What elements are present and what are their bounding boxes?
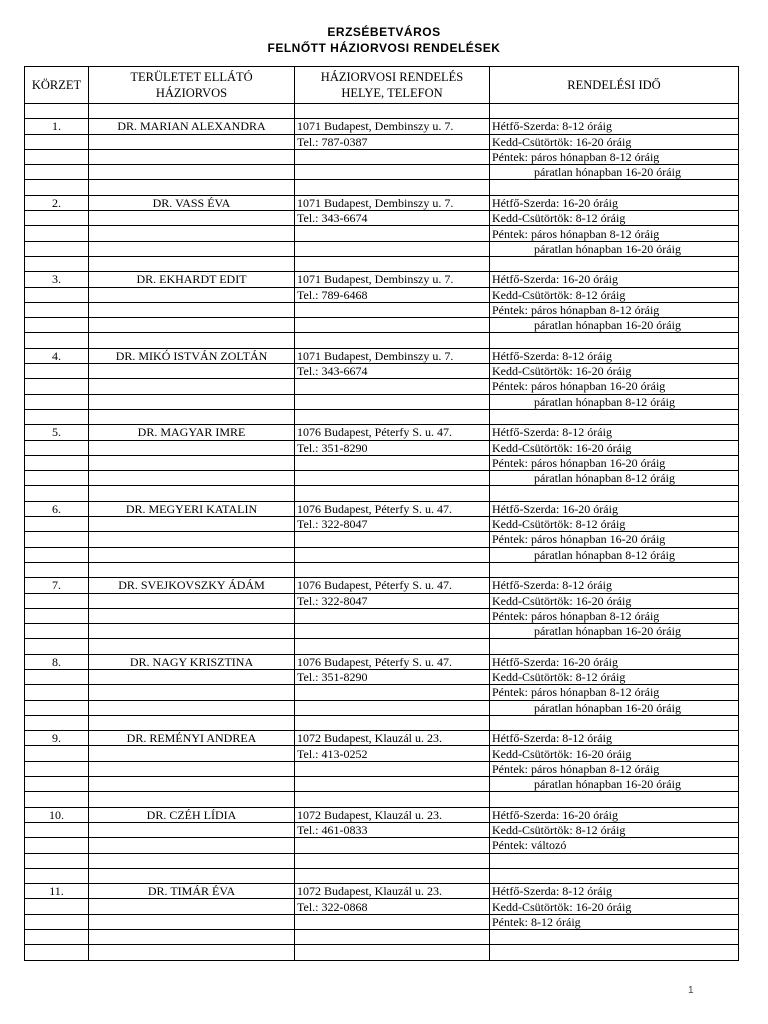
empty-cell xyxy=(25,822,89,837)
office-hours: páratlan hónapban 8-12 óráig xyxy=(490,394,739,409)
empty-cell xyxy=(89,792,295,807)
table-row xyxy=(25,149,739,164)
empty-cell xyxy=(89,394,295,409)
office-hours: Kedd-Csütörtök: 8-12 óráig xyxy=(490,669,739,684)
empty-cell xyxy=(89,440,295,455)
empty-cell xyxy=(89,379,295,394)
empty-cell xyxy=(295,930,490,945)
spacer-row xyxy=(25,180,739,195)
empty-cell xyxy=(295,792,490,807)
empty-cell xyxy=(89,685,295,700)
table-row xyxy=(25,195,739,210)
empty-cell xyxy=(89,930,295,945)
empty-cell xyxy=(295,562,490,577)
empty-cell xyxy=(25,532,89,547)
empty-cell xyxy=(295,226,490,241)
empty-cell xyxy=(89,868,295,883)
empty-cell xyxy=(89,302,295,317)
table-row xyxy=(25,134,739,149)
table-row xyxy=(25,226,739,241)
empty-cell xyxy=(490,256,739,271)
office-address: 1072 Budapest, Klauzál u. 23. xyxy=(295,731,490,746)
empty-cell xyxy=(89,165,295,180)
empty-cell xyxy=(25,746,89,761)
office-hours: Péntek: páros hónapban 8-12 óráig xyxy=(490,608,739,623)
empty-cell xyxy=(25,685,89,700)
doctor-name: DR. TIMÁR ÉVA xyxy=(89,884,295,899)
header-doctor: TERÜLETET ELLÁTÓ HÁZIORVOS xyxy=(89,67,295,104)
spacer-row xyxy=(25,868,739,883)
spacer-row xyxy=(25,256,739,271)
office-address: 1076 Budapest, Péterfy S. u. 47. xyxy=(295,425,490,440)
empty-cell xyxy=(89,899,295,914)
spacer-row xyxy=(25,945,739,960)
doctor-name: DR. MEGYERI KATALIN xyxy=(89,501,295,516)
empty-cell xyxy=(89,838,295,853)
table-row xyxy=(25,364,739,379)
office-phone: Tel.: 351-8290 xyxy=(295,669,490,684)
empty-cell xyxy=(295,318,490,333)
empty-cell xyxy=(89,486,295,501)
table-row xyxy=(25,471,739,486)
office-hours: Péntek: páros hónapban 8-12 óráig xyxy=(490,761,739,776)
office-hours: Hétfő-Szerda: 16-20 óráig xyxy=(490,807,739,822)
table-row xyxy=(25,455,739,470)
empty-cell xyxy=(295,394,490,409)
office-hours: Kedd-Csütörtök: 8-12 óráig xyxy=(490,287,739,302)
empty-cell xyxy=(89,180,295,195)
empty-cell xyxy=(490,409,739,424)
empty-cell xyxy=(89,593,295,608)
district-number: 2. xyxy=(25,195,89,210)
empty-cell xyxy=(25,914,89,929)
empty-cell xyxy=(89,700,295,715)
table-row xyxy=(25,593,739,608)
office-hours: Kedd-Csütörtök: 8-12 óráig xyxy=(490,517,739,532)
table-row xyxy=(25,853,739,868)
empty-cell xyxy=(25,256,89,271)
office-hours: páratlan hónapban 16-20 óráig xyxy=(490,777,739,792)
office-hours: Hétfő-Szerda: 8-12 óráig xyxy=(490,578,739,593)
empty-cell xyxy=(89,562,295,577)
empty-cell xyxy=(490,945,739,960)
empty-cell xyxy=(25,777,89,792)
empty-cell xyxy=(295,256,490,271)
office-hours: Hétfő-Szerda: 16-20 óráig xyxy=(490,195,739,210)
empty-cell xyxy=(295,333,490,348)
empty-cell xyxy=(25,180,89,195)
office-address: 1076 Budapest, Péterfy S. u. 47. xyxy=(295,578,490,593)
empty-cell xyxy=(25,792,89,807)
district-number: 9. xyxy=(25,731,89,746)
empty-cell xyxy=(295,471,490,486)
empty-cell xyxy=(490,104,739,119)
empty-cell xyxy=(490,639,739,654)
district-number: 10. xyxy=(25,807,89,822)
doctor-name: DR. SVEJKOVSZKY ÁDÁM xyxy=(89,578,295,593)
office-hours: Péntek: páros hónapban 8-12 óráig xyxy=(490,302,739,317)
empty-cell xyxy=(295,624,490,639)
empty-cell xyxy=(25,302,89,317)
spacer-row xyxy=(25,333,739,348)
empty-cell xyxy=(89,777,295,792)
header-place: HÁZIORVOSI RENDELÉS HELYE, TELEFON xyxy=(295,67,490,104)
empty-cell xyxy=(25,165,89,180)
doctor-name: DR. MIKÓ ISTVÁN ZOLTÁN xyxy=(89,348,295,363)
table-row xyxy=(25,578,739,593)
office-phone: Tel.: 789-6468 xyxy=(295,287,490,302)
spacer-row xyxy=(25,639,739,654)
empty-cell xyxy=(490,930,739,945)
empty-cell xyxy=(25,409,89,424)
district-number: 4. xyxy=(25,348,89,363)
empty-cell xyxy=(89,287,295,302)
empty-cell xyxy=(25,226,89,241)
table-row xyxy=(25,654,739,669)
empty-cell xyxy=(25,700,89,715)
spacer-row xyxy=(25,715,739,730)
empty-cell xyxy=(89,134,295,149)
office-address: 1072 Budapest, Klauzál u. 23. xyxy=(295,884,490,899)
empty-cell xyxy=(25,364,89,379)
empty-cell xyxy=(89,715,295,730)
empty-cell xyxy=(295,455,490,470)
office-address: 1076 Budapest, Péterfy S. u. 47. xyxy=(295,501,490,516)
table-row xyxy=(25,822,739,837)
office-hours: Kedd-Csütörtök: 8-12 óráig xyxy=(490,822,739,837)
office-hours: Kedd-Csütörtök: 16-20 óráig xyxy=(490,899,739,914)
empty-cell xyxy=(25,899,89,914)
office-hours: Péntek: páros hónapban 16-20 óráig xyxy=(490,379,739,394)
empty-cell xyxy=(490,792,739,807)
office-hours: Péntek: változó xyxy=(490,838,739,853)
empty-cell xyxy=(25,455,89,470)
table-row xyxy=(25,930,739,945)
empty-cell xyxy=(89,746,295,761)
table-row xyxy=(25,884,739,899)
table-row xyxy=(25,899,739,914)
district-number: 7. xyxy=(25,578,89,593)
empty-cell xyxy=(89,822,295,837)
empty-cell xyxy=(25,149,89,164)
empty-cell xyxy=(89,211,295,226)
empty-cell xyxy=(89,333,295,348)
office-hours: Hétfő-Szerda: 8-12 óráig xyxy=(490,119,739,134)
office-hours: Kedd-Csütörtök: 16-20 óráig xyxy=(490,746,739,761)
table-row xyxy=(25,272,739,287)
office-phone: Tel.: 413-0252 xyxy=(295,746,490,761)
spacer-row xyxy=(25,409,739,424)
table-row xyxy=(25,608,739,623)
empty-cell xyxy=(89,669,295,684)
doctor-name: DR. REMÉNYI ANDREA xyxy=(89,731,295,746)
district-number: 5. xyxy=(25,425,89,440)
empty-cell xyxy=(295,685,490,700)
office-hours: Hétfő-Szerda: 8-12 óráig xyxy=(490,425,739,440)
spacer-row xyxy=(25,486,739,501)
table-row xyxy=(25,547,739,562)
table-row xyxy=(25,348,739,363)
document-subtitle: FELNŐTT HÁZIORVOSI RENDELÉSEK xyxy=(267,41,501,55)
empty-cell xyxy=(89,624,295,639)
empty-cell xyxy=(25,715,89,730)
empty-cell xyxy=(295,180,490,195)
district-number: 1. xyxy=(25,119,89,134)
empty-cell xyxy=(89,547,295,562)
empty-cell xyxy=(25,318,89,333)
doctor-name: DR. CZÉH LÍDIA xyxy=(89,807,295,822)
office-address: 1071 Budapest, Dembinszy u. 7. xyxy=(295,348,490,363)
office-hours: Péntek: 8-12 óráig xyxy=(490,914,739,929)
office-hours: Hétfő-Szerda: 8-12 óráig xyxy=(490,348,739,363)
empty-cell xyxy=(25,838,89,853)
empty-cell xyxy=(295,608,490,623)
table-row xyxy=(25,394,739,409)
office-hours: páratlan hónapban 16-20 óráig xyxy=(490,165,739,180)
empty-cell xyxy=(295,639,490,654)
empty-cell xyxy=(295,104,490,119)
district-number: 8. xyxy=(25,654,89,669)
empty-cell xyxy=(25,547,89,562)
office-hours: Péntek: páros hónapban 8-12 óráig xyxy=(490,226,739,241)
table-row xyxy=(25,501,739,516)
table-row xyxy=(25,838,739,853)
empty-cell xyxy=(25,669,89,684)
empty-cell xyxy=(295,945,490,960)
empty-cell xyxy=(25,241,89,256)
empty-cell xyxy=(89,455,295,470)
office-hours: Hétfő-Szerda: 8-12 óráig xyxy=(490,731,739,746)
empty-cell xyxy=(25,945,89,960)
spacer-row xyxy=(25,104,739,119)
office-phone: Tel.: 343-6674 xyxy=(295,364,490,379)
office-phone: Tel.: 351-8290 xyxy=(295,440,490,455)
office-hours: páratlan hónapban 8-12 óráig xyxy=(490,471,739,486)
empty-cell xyxy=(295,165,490,180)
office-phone: Tel.: 322-8047 xyxy=(295,517,490,532)
empty-cell xyxy=(25,134,89,149)
table-row xyxy=(25,241,739,256)
empty-cell xyxy=(25,593,89,608)
table-row xyxy=(25,700,739,715)
empty-cell xyxy=(25,853,89,868)
empty-cell xyxy=(295,715,490,730)
empty-cell xyxy=(490,853,739,868)
table-row xyxy=(25,761,739,776)
empty-cell xyxy=(25,211,89,226)
table-row xyxy=(25,287,739,302)
office-address: 1072 Budapest, Klauzál u. 23. xyxy=(295,807,490,822)
office-hours: Kedd-Csütörtök: 16-20 óráig xyxy=(490,440,739,455)
empty-cell xyxy=(89,226,295,241)
empty-cell xyxy=(295,302,490,317)
empty-cell xyxy=(295,532,490,547)
office-phone: Tel.: 322-0868 xyxy=(295,899,490,914)
table-row xyxy=(25,440,739,455)
office-hours: Hétfő-Szerda: 8-12 óráig xyxy=(490,884,739,899)
doctor-name: DR. MARIAN ALEXANDRA xyxy=(89,119,295,134)
office-address: 1076 Budapest, Péterfy S. u. 47. xyxy=(295,654,490,669)
empty-cell xyxy=(25,868,89,883)
empty-cell xyxy=(295,486,490,501)
office-address: 1071 Budapest, Dembinszy u. 7. xyxy=(295,272,490,287)
empty-cell xyxy=(295,838,490,853)
page-number: 1 xyxy=(688,985,694,996)
office-phone: Tel.: 787-0387 xyxy=(295,134,490,149)
office-hours: Péntek: páros hónapban 8-12 óráig xyxy=(490,685,739,700)
office-phone: Tel.: 343-6674 xyxy=(295,211,490,226)
table-row xyxy=(25,669,739,684)
empty-cell xyxy=(295,868,490,883)
empty-cell xyxy=(295,547,490,562)
office-hours: páratlan hónapban 16-20 óráig xyxy=(490,318,739,333)
empty-cell xyxy=(295,914,490,929)
empty-cell xyxy=(25,562,89,577)
empty-cell xyxy=(490,333,739,348)
empty-cell xyxy=(89,761,295,776)
office-hours: Hétfő-Szerda: 16-20 óráig xyxy=(490,654,739,669)
empty-cell xyxy=(490,486,739,501)
header-time: RENDELÉSI IDŐ xyxy=(490,67,739,104)
district-number: 11. xyxy=(25,884,89,899)
empty-cell xyxy=(89,639,295,654)
district-number: 6. xyxy=(25,501,89,516)
empty-cell xyxy=(89,318,295,333)
schedule-body xyxy=(25,104,739,961)
table-row xyxy=(25,425,739,440)
empty-cell xyxy=(490,715,739,730)
office-hours: Kedd-Csütörtök: 16-20 óráig xyxy=(490,134,739,149)
empty-cell xyxy=(490,868,739,883)
office-hours: páratlan hónapban 16-20 óráig xyxy=(490,241,739,256)
empty-cell xyxy=(295,241,490,256)
empty-cell xyxy=(89,945,295,960)
doctor-name: DR. EKHARDT EDIT xyxy=(89,272,295,287)
table-row xyxy=(25,165,739,180)
empty-cell xyxy=(295,700,490,715)
empty-cell xyxy=(89,517,295,532)
table-row xyxy=(25,777,739,792)
table-row xyxy=(25,731,739,746)
empty-cell xyxy=(25,761,89,776)
empty-cell xyxy=(25,639,89,654)
office-hours: Péntek: páros hónapban 16-20 óráig xyxy=(490,532,739,547)
table-row xyxy=(25,532,739,547)
empty-cell xyxy=(295,409,490,424)
empty-cell xyxy=(89,853,295,868)
doctor-name: DR. MAGYAR IMRE xyxy=(89,425,295,440)
empty-cell xyxy=(295,853,490,868)
empty-cell xyxy=(25,104,89,119)
empty-cell xyxy=(490,562,739,577)
table-row xyxy=(25,746,739,761)
empty-cell xyxy=(25,379,89,394)
table-row xyxy=(25,379,739,394)
table-row xyxy=(25,517,739,532)
district-number: 3. xyxy=(25,272,89,287)
spacer-row xyxy=(25,562,739,577)
office-hours: Péntek: páros hónapban 8-12 óráig xyxy=(490,149,739,164)
doctor-name: DR. VASS ÉVA xyxy=(89,195,295,210)
office-hours: Hétfő-Szerda: 16-20 óráig xyxy=(490,272,739,287)
empty-cell xyxy=(89,241,295,256)
office-phone: Tel.: 461-0833 xyxy=(295,822,490,837)
doctor-name: DR. NAGY KRISZTINA xyxy=(89,654,295,669)
office-address: 1071 Budapest, Dembinszy u. 7. xyxy=(295,195,490,210)
empty-cell xyxy=(25,333,89,348)
empty-cell xyxy=(295,761,490,776)
office-phone: Tel.: 322-8047 xyxy=(295,593,490,608)
empty-cell xyxy=(89,149,295,164)
table-row xyxy=(25,624,739,639)
empty-cell xyxy=(25,471,89,486)
empty-cell xyxy=(25,287,89,302)
office-hours: Hétfő-Szerda: 16-20 óráig xyxy=(490,501,739,516)
header-korzet: KÖRZET xyxy=(25,67,89,104)
empty-cell xyxy=(25,440,89,455)
spacer-row xyxy=(25,792,739,807)
empty-cell xyxy=(490,180,739,195)
office-address: 1071 Budapest, Dembinszy u. 7. xyxy=(295,119,490,134)
table-row xyxy=(25,807,739,822)
table-row xyxy=(25,318,739,333)
empty-cell xyxy=(295,777,490,792)
table-row xyxy=(25,914,739,929)
table-row xyxy=(25,685,739,700)
empty-cell xyxy=(89,104,295,119)
empty-cell xyxy=(89,532,295,547)
empty-cell xyxy=(89,608,295,623)
empty-cell xyxy=(89,364,295,379)
office-hours: Kedd-Csütörtök: 8-12 óráig xyxy=(490,211,739,226)
empty-cell xyxy=(25,608,89,623)
empty-cell xyxy=(25,517,89,532)
empty-cell xyxy=(25,930,89,945)
empty-cell xyxy=(25,486,89,501)
empty-cell xyxy=(25,394,89,409)
office-hours: páratlan hónapban 16-20 óráig xyxy=(490,624,739,639)
empty-cell xyxy=(25,624,89,639)
table-row xyxy=(25,119,739,134)
empty-cell xyxy=(89,914,295,929)
office-hours: Péntek: páros hónapban 16-20 óráig xyxy=(490,455,739,470)
office-hours: páratlan hónapban 8-12 óráig xyxy=(490,547,739,562)
header-row xyxy=(25,67,739,104)
empty-cell xyxy=(89,471,295,486)
table-row xyxy=(25,211,739,226)
office-hours: Kedd-Csütörtök: 16-20 óráig xyxy=(490,364,739,379)
document-title: ERZSÉBETVÁROS xyxy=(327,25,441,39)
empty-cell xyxy=(89,409,295,424)
office-hours: páratlan hónapban 16-20 óráig xyxy=(490,700,739,715)
table-row xyxy=(25,302,739,317)
office-hours: Kedd-Csütörtök: 16-20 óráig xyxy=(490,593,739,608)
empty-cell xyxy=(295,379,490,394)
empty-cell xyxy=(295,149,490,164)
schedule-table xyxy=(24,66,739,961)
empty-cell xyxy=(89,256,295,271)
